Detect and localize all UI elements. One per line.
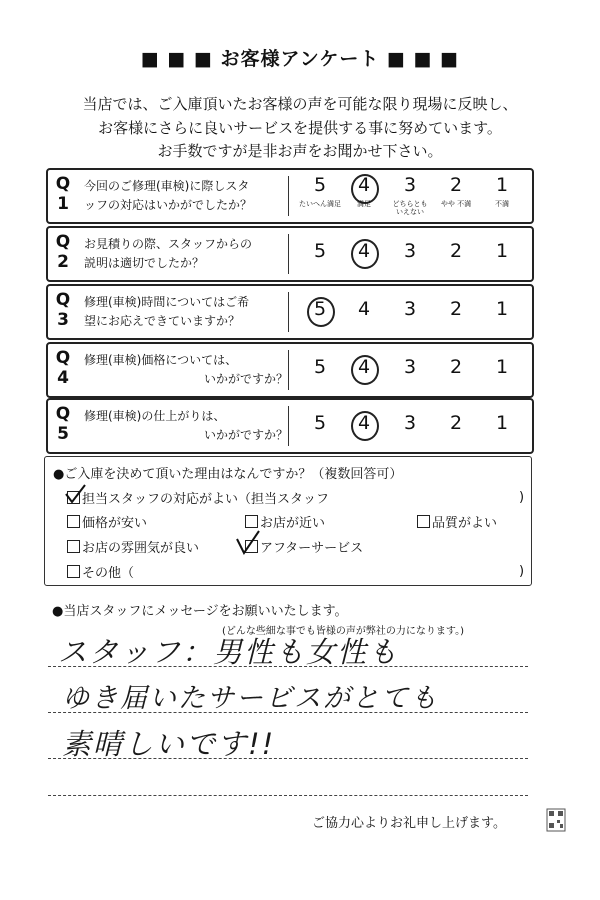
- question-number: Q 3: [55, 290, 71, 330]
- question-divider: [288, 350, 289, 390]
- scale-label-3: どちらとも いえない: [392, 200, 428, 216]
- handwritten-line-1: スタッフ：男性も女性も: [58, 635, 400, 669]
- option-other[interactable]: [67, 562, 134, 581]
- reasons-heading: ●ご入庫を決めて頂いた理由はなんですか？（複数回答可）: [53, 467, 403, 482]
- score-option-5[interactable]: 5: [313, 298, 327, 320]
- score-option-5[interactable]: 5: [313, 174, 327, 196]
- score-option-4[interactable]: 4: [357, 412, 371, 434]
- question-divider: [288, 234, 289, 274]
- score-option-4[interactable]: 4: [357, 298, 371, 320]
- selected-answer-circle: [307, 297, 335, 327]
- question-number: Q 1: [55, 174, 71, 214]
- handwritten-line-2: ゆき届いたサービスがとても: [62, 683, 439, 714]
- score-option-4[interactable]: 4: [357, 356, 371, 378]
- selected-answer-circle: [351, 239, 379, 269]
- option-after[interactable]: [245, 537, 363, 556]
- question-number: Q 2: [55, 232, 71, 272]
- option-staff[interactable]: [67, 488, 329, 507]
- question-row: [46, 284, 534, 340]
- score-option-4[interactable]: 4: [357, 174, 371, 196]
- question-row: [46, 168, 534, 224]
- intro-line-2: お客様にさらに良いサービスを提供する事に努めています。: [98, 119, 502, 137]
- question-divider: [288, 406, 289, 446]
- scale-label-5: たいへん満足: [299, 200, 341, 208]
- qr-code-icon: [546, 808, 566, 832]
- intro-line-3: お手数ですが是非お声をお聞かせ下さい。: [157, 142, 443, 160]
- score-option-1[interactable]: 1: [495, 412, 509, 434]
- score-option-3[interactable]: 3: [403, 298, 417, 320]
- score-option-3[interactable]: 3: [403, 412, 417, 434]
- checkbox-price[interactable]: [67, 515, 80, 528]
- handwritten-line-3: 素晴しいです!!: [62, 727, 276, 761]
- option-quality[interactable]: [417, 512, 497, 531]
- scale-label-2: やや 不満: [440, 200, 472, 208]
- question-number: Q 5: [55, 404, 71, 444]
- question-row: [46, 342, 534, 398]
- question-row: [46, 398, 534, 454]
- score-option-3[interactable]: 3: [403, 240, 417, 262]
- option-quality-label: 品質がよい: [432, 516, 498, 531]
- selected-answer-circle: [351, 411, 379, 441]
- option-atmosphere[interactable]: [67, 537, 199, 556]
- question-divider: [288, 292, 289, 332]
- score-option-1[interactable]: 1: [495, 240, 509, 262]
- score-option-2[interactable]: 2: [449, 412, 463, 434]
- question-text: 修理(車検)の仕上がりは、 いかがですか？: [84, 409, 288, 442]
- question-number: Q 4: [55, 348, 71, 388]
- score-option-1[interactable]: 1: [495, 356, 509, 378]
- option-price[interactable]: [67, 512, 147, 531]
- question-divider: [288, 176, 289, 216]
- question-text: 修理(車検)時間についてはご希 望にお応えできていますか？: [84, 295, 250, 328]
- selected-answer-circle: [351, 355, 379, 385]
- writing-line: [48, 795, 528, 796]
- footer-thanks: ご協力心よりお礼申し上げます。: [312, 816, 506, 831]
- score-option-4[interactable]: 4: [357, 240, 371, 262]
- checkbox-quality[interactable]: [417, 515, 430, 528]
- option-staff-label: 担当スタッフの対応がよい（担当スタッフ: [82, 492, 330, 507]
- question-text: お見積りの際、スタッフからの 説明は適切でしたか？: [84, 237, 253, 270]
- score-option-3[interactable]: 3: [403, 174, 417, 196]
- option-after-label: アフターサービス: [260, 541, 364, 556]
- option-staff-close: ): [519, 490, 525, 505]
- question-text: 修理(車検)価格については、 いかがですか？: [84, 353, 288, 386]
- score-option-5[interactable]: 5: [313, 240, 327, 262]
- score-option-3[interactable]: 3: [403, 356, 417, 378]
- checkbox-near[interactable]: [245, 515, 258, 528]
- question-row: [46, 226, 534, 282]
- score-option-1[interactable]: 1: [495, 174, 509, 196]
- option-atmosphere-label: お店の雰囲気が良い: [82, 541, 200, 556]
- checkmark-after-icon: [235, 529, 261, 555]
- message-heading: ●当店スタッフにメッセージをお願いいたします。: [52, 604, 348, 619]
- message-note: (どんな些細な事でも皆様の声が弊社の力になります。): [222, 626, 465, 637]
- page-title: ■ ■ ■ お客様アンケート ■ ■ ■: [140, 48, 460, 70]
- option-price-label: 価格が安い: [82, 516, 148, 531]
- question-text: 今回のご修理(車検)に際しスタ ッフの対応はいかがでしたか？: [84, 179, 253, 212]
- option-other-close: ): [519, 564, 525, 579]
- score-option-2[interactable]: 2: [449, 174, 463, 196]
- checkbox-other[interactable]: [67, 565, 80, 578]
- score-option-2[interactable]: 2: [449, 240, 463, 262]
- score-option-2[interactable]: 2: [449, 298, 463, 320]
- checkbox-atmosphere[interactable]: [67, 540, 80, 553]
- score-option-2[interactable]: 2: [449, 356, 463, 378]
- scale-label-1: 不満: [495, 200, 509, 208]
- score-option-5[interactable]: 5: [313, 412, 327, 434]
- scale-label-4: 満足: [357, 200, 371, 208]
- reasons-box: [44, 456, 532, 586]
- score-option-1[interactable]: 1: [495, 298, 509, 320]
- intro-line-1: 当店では、ご入庫頂いたお客様の声を可能な限り現場に反映し、: [82, 95, 518, 113]
- option-near-label: お店が近い: [260, 516, 326, 531]
- option-other-label: その他（: [82, 566, 135, 581]
- score-option-5[interactable]: 5: [313, 356, 327, 378]
- checkmark-staff-icon: [63, 483, 87, 505]
